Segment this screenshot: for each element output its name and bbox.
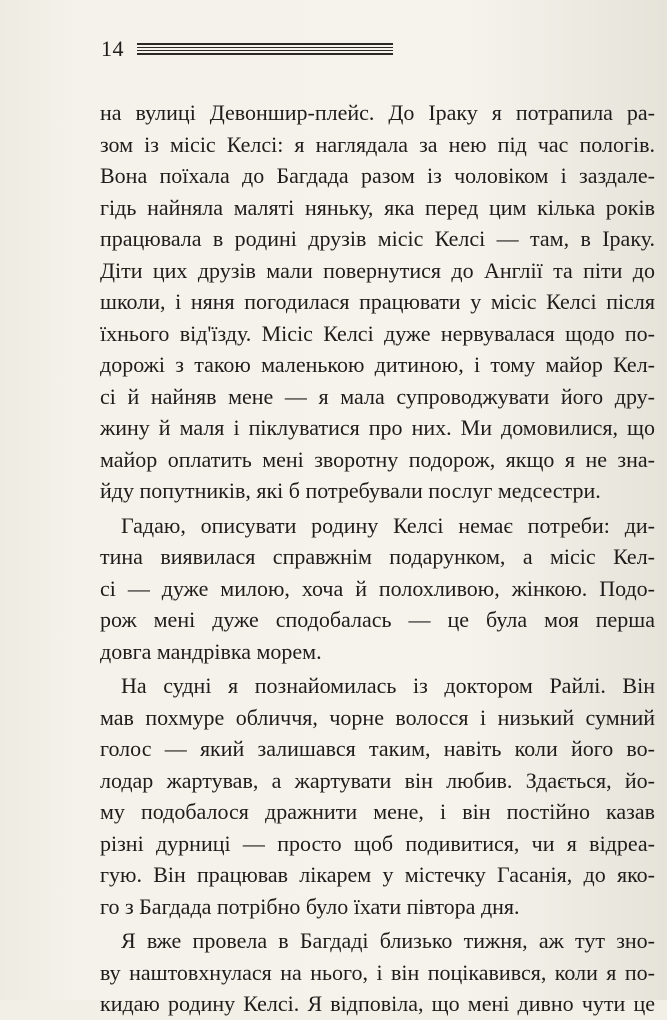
text-line: сі й найняв мене — я мала супроводжувати його дру- [100, 383, 655, 409]
header-rule [137, 50, 393, 51]
text-line: лодар жартував, а жартувати він любив. Здається, йо- [100, 767, 655, 793]
page-number: 14 [101, 36, 124, 61]
text-line: кидаю родину Келсі. Я відповіла, що мені дивно чути це [100, 991, 655, 1016]
text-line: гідь найняла маляті няньку, яка перед цим кілька років [100, 194, 655, 220]
text-line: їхнього від'їзду. Місіс Келсі дуже нервувалася щодо по- [100, 320, 655, 346]
text-line: Діти цих друзів мали повернутися до Англії та піти до [100, 257, 655, 283]
text-line: майор оплатить мені зворотну подорож, якщо я не зна- [100, 446, 655, 472]
body-text [100, 97, 655, 1020]
text-line: Я вже провела в Багдаді близько тижня, аж тут зно- [121, 928, 655, 953]
text-line: йду попутників, які б потребували послуг медсестри. [100, 478, 601, 503]
paragraph [100, 925, 655, 1020]
text-line: сі — дуже милою, хоча й полохливою, жінкою. Подо- [100, 575, 655, 601]
text-line: дорожі з такою маленькою дитиною, і тому майор Кел- [100, 352, 655, 377]
text-line: тина виявилася справжнім подарунком, а місіс Кел- [100, 544, 655, 569]
text-line: На судні я познайомилась із доктором Райлі. Він [121, 673, 655, 698]
text-line: різні дурниці — просто щоб подивитися, чи я відреа- [100, 830, 655, 856]
header-rule [137, 53, 393, 55]
header-rule [137, 43, 393, 45]
header-rule [137, 47, 393, 48]
paragraph [100, 97, 655, 507]
paragraph [100, 670, 655, 922]
text-line: ву наштовхнулася на нього, і він поцікавився, коли я по- [100, 959, 655, 985]
text-line: довга мандрівка морем. [100, 638, 322, 664]
text-line: го з Багдада потрібно було їхати півтора дня. [100, 893, 520, 919]
page-header [101, 34, 401, 64]
paragraph [100, 510, 655, 668]
text-line: Вона поїхала до Багдада разом із чоловіком і заздале- [100, 163, 655, 188]
text-line: рож мені дуже сподобалась — це була моя перша [100, 607, 655, 632]
text-line: працювала в родині друзів місіс Келсі — там, в Іраку. [100, 226, 655, 251]
text-line: зом із місіс Келсі: я наглядала за нею під час пологів. [100, 131, 655, 157]
text-line: му подобалося дражнити мене, і він постійно казав [100, 799, 655, 824]
text-line: на вулиці Девоншир-плейс. До Іраку я потрапила ра- [100, 100, 655, 125]
text-line: голос — який залишався таким, навіть коли його во- [100, 736, 655, 761]
text-line: мав похмуре обличчя, чорне волосся і низький сумний [100, 704, 655, 730]
text-line: школи, і няня погодилася працювати у місіс Келсі після [100, 289, 655, 314]
text-line: жину й маля і піклуватися про них. Ми домовилися, що [100, 415, 655, 440]
text-line: гую. Він працював лікарем у містечку Гасанія, до яко- [100, 862, 655, 887]
text-line: Гадаю, описувати родину Келсі немає потреби: ди- [121, 512, 655, 538]
